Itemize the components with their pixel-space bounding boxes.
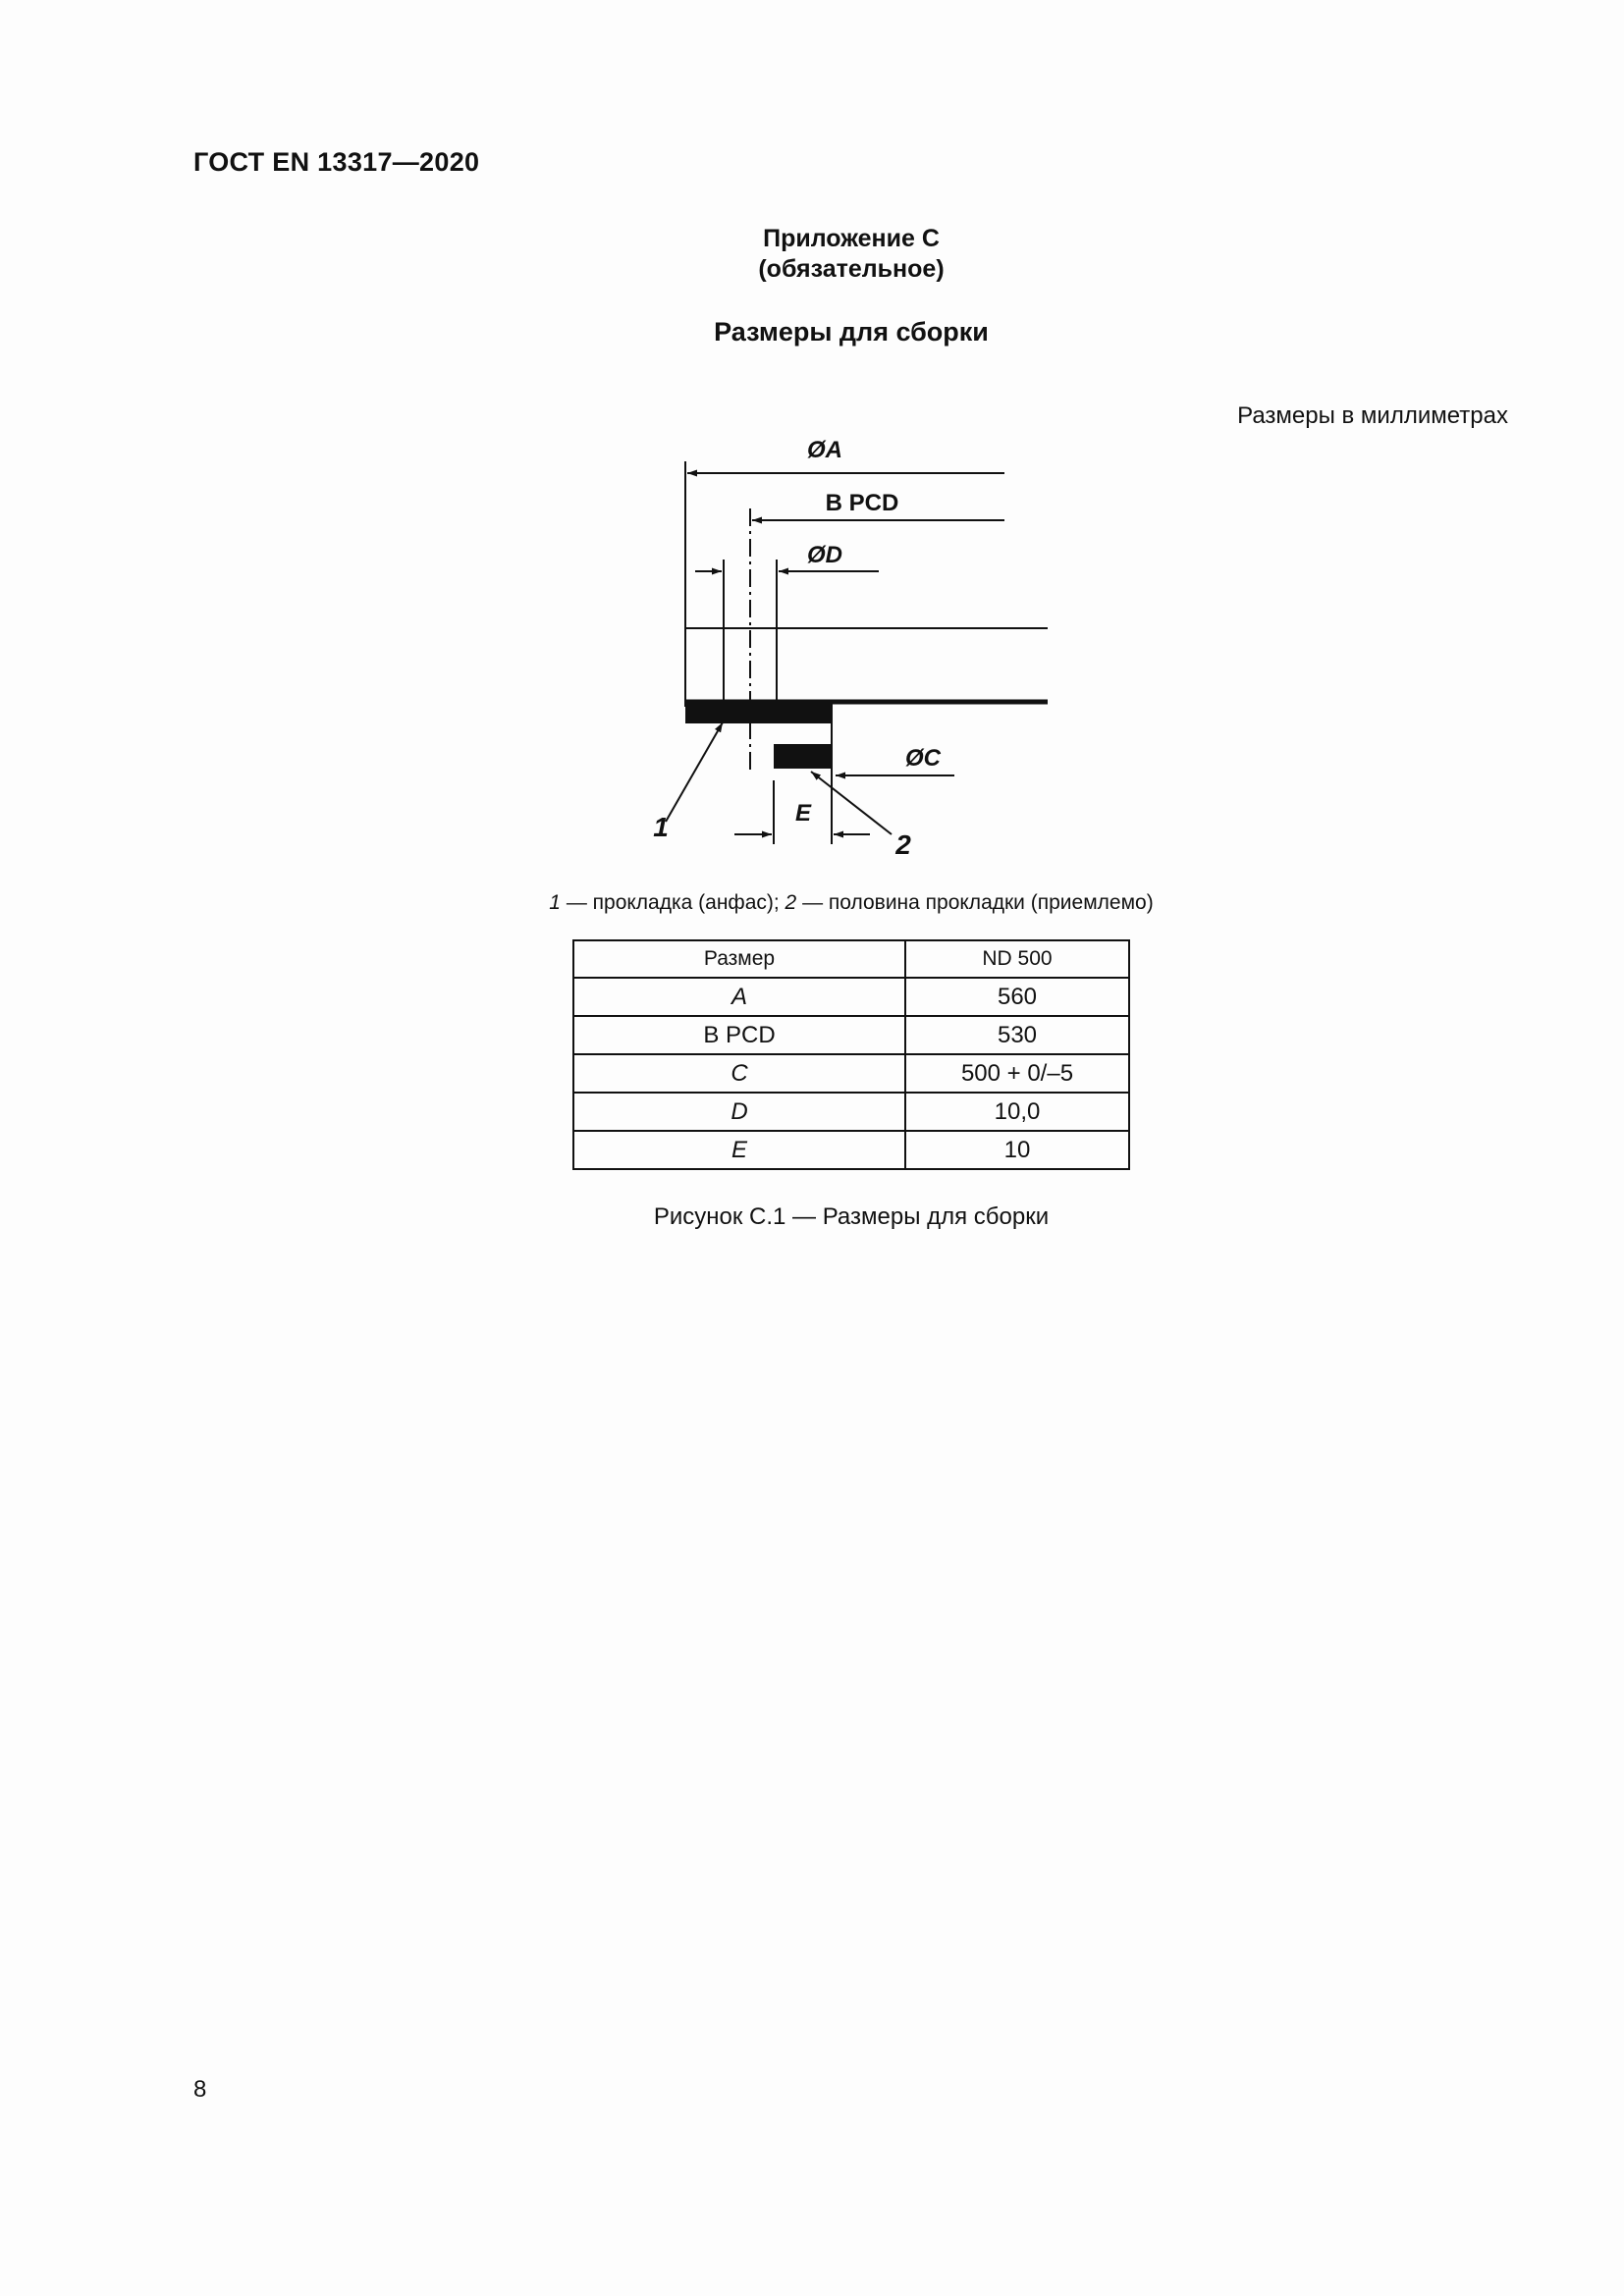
- gasket-half: [774, 744, 832, 769]
- table-row: [573, 1093, 1129, 1131]
- label-dim-d: ØD: [807, 542, 842, 568]
- label-dim-b: B PCD: [825, 490, 899, 516]
- label-dim-c: ØC: [905, 745, 941, 772]
- units-note: Размеры в миллиметрах: [1237, 402, 1508, 429]
- section-title: Размеры для сборки: [714, 317, 989, 347]
- annex-status: (обязательное): [758, 255, 945, 283]
- table-header-row: [573, 940, 1129, 978]
- figure-caption: Рисунок С.1 — Размеры для сборки: [653, 1203, 1050, 1230]
- table-cell-name: D: [573, 1093, 905, 1131]
- legend-item-1-number: 1: [549, 891, 561, 914]
- leader-item-1: [666, 722, 723, 822]
- table-cell-name: C: [573, 1054, 905, 1093]
- table-row: [573, 1016, 1129, 1054]
- label-dim-a: ØA: [807, 437, 842, 463]
- table-cell-value: 560: [905, 978, 1129, 1016]
- document-code: ГОСТ EN 13317—2020: [193, 147, 480, 177]
- table-row: [573, 1054, 1129, 1093]
- dimensions-table: [572, 939, 1130, 1170]
- label-item-2: 2: [895, 829, 911, 860]
- table-header-size: Размер: [573, 940, 905, 978]
- legend-item-2-text: — половина прокладки (приемлемо): [796, 891, 1154, 914]
- table-cell-name: E: [573, 1131, 905, 1169]
- table-row: [573, 1131, 1129, 1169]
- assembly-drawing: [628, 422, 1080, 874]
- table-cell-name: B PCD: [573, 1016, 905, 1054]
- label-dim-e: E: [794, 800, 812, 827]
- table-cell-value: 10,0: [905, 1093, 1129, 1131]
- page-number: 8: [193, 2076, 207, 2103]
- legend-item-1-text: — прокладка (анфас);: [560, 891, 785, 914]
- table-header-nd500: ND 500: [905, 940, 1129, 978]
- label-item-1: 1: [653, 812, 669, 842]
- annex-title: Приложение С: [763, 225, 940, 252]
- table-cell-value: 530: [905, 1016, 1129, 1054]
- table-cell-value: 500 + 0/–5: [905, 1054, 1129, 1093]
- leader-item-2: [811, 772, 892, 834]
- annex-heading: [0, 224, 1624, 285]
- table-cell-name: A: [573, 978, 905, 1016]
- table-row: [573, 978, 1129, 1016]
- gasket-full-face: [685, 701, 832, 723]
- table-cell-value: 10: [905, 1131, 1129, 1169]
- legend-item-2-number: 2: [785, 891, 797, 914]
- figure-legend: [0, 891, 1624, 915]
